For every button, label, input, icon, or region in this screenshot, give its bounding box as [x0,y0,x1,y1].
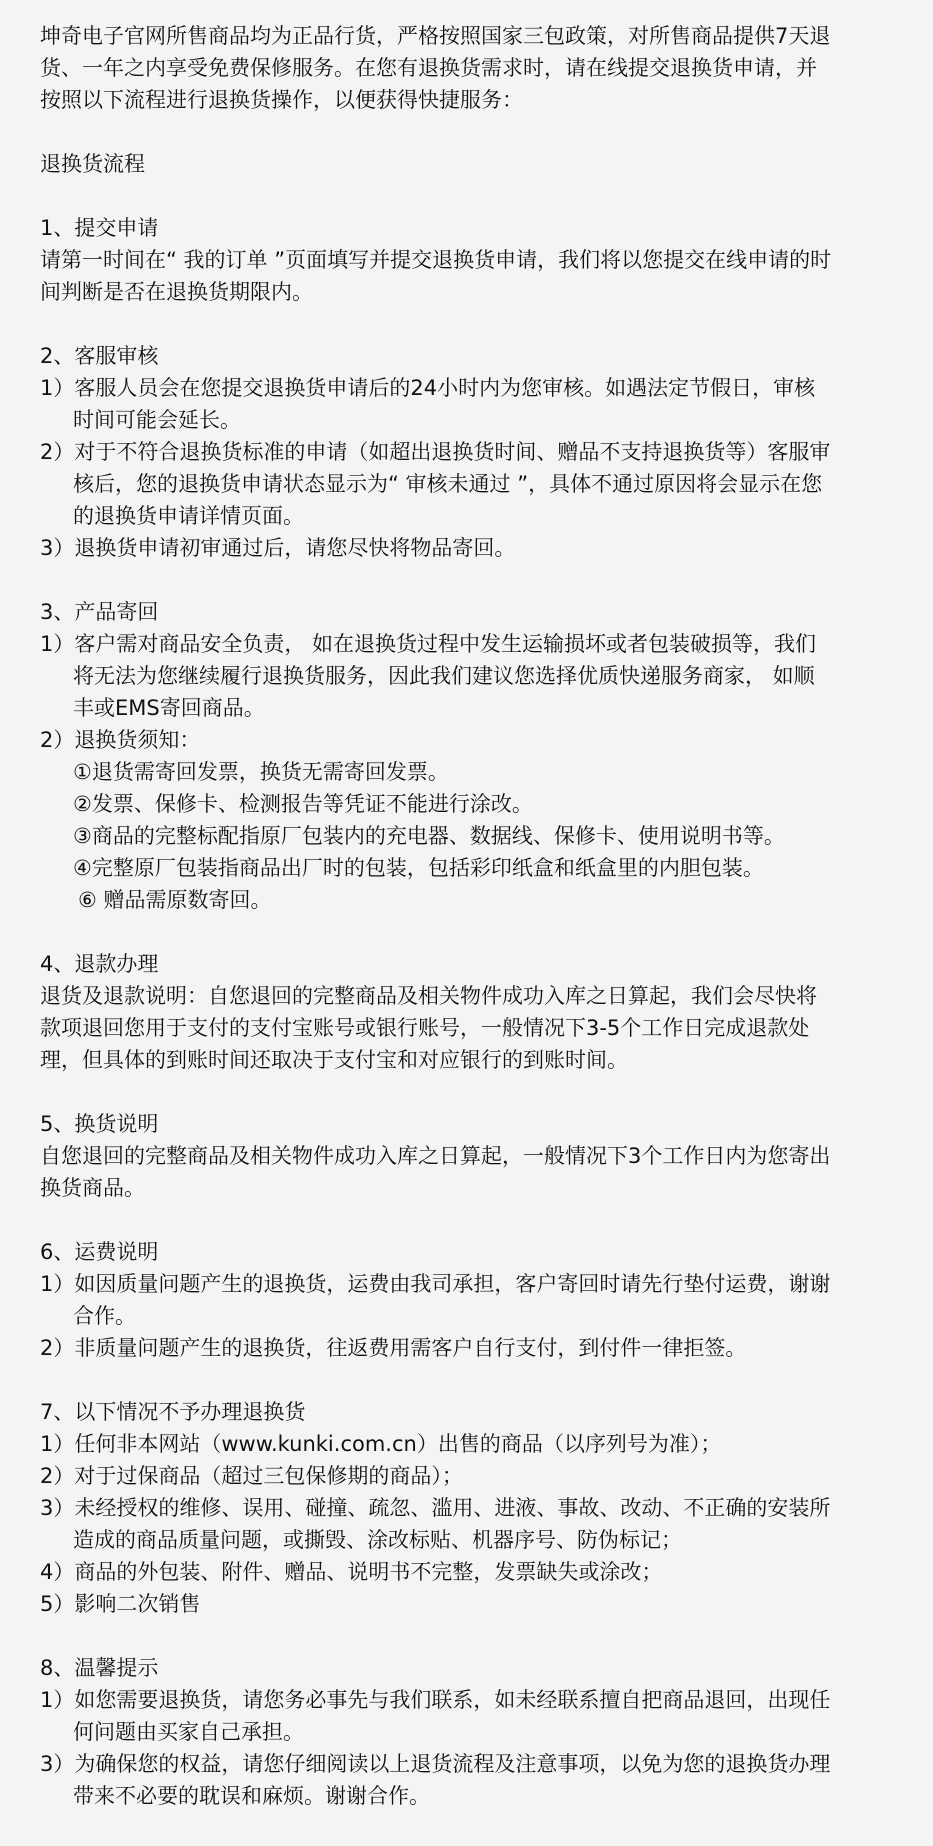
section-heading: 5、换货说明 [40,1112,159,1136]
section-submit-application [40,212,833,308]
list-item: 2）非质量问题产生的退换货，往返费用需客户自行支付，到付件一律拒签。 [40,1336,747,1360]
section-tips [40,1652,833,1812]
note-item: ④完整原厂包装指商品出厂时的包装，包括彩印纸盒和纸盒里的内胆包装。 [73,856,764,880]
section-heading: 4、退款办理 [40,952,159,976]
note-item: ①退货需寄回发票，换货无需寄回发票。 [73,760,449,784]
list-item: 2）对于不符合退换货标准的申请（如超出退换货时间、赠品不支持退换货等）客服审核后，您的退换货申请状态显示为“ 审核未通过 ”，具体不通过原因将会显示在您的退换货申请详情页面。 [40,440,831,528]
note-item: ②发票、保修卡、检测报告等凭证不能进行涂改。 [73,792,533,816]
list-item: 4）商品的外包装、附件、赠品、说明书不完整，发票缺失或涂改； [40,1560,663,1584]
note-item: ③商品的完整标配指原厂包装内的充电器、数据线、保修卡、使用说明书等。 [73,824,785,848]
flow-title: 退换货流程 [40,152,145,176]
section-customer-review [40,340,833,564]
section-heading: 8、温馨提示 [40,1656,159,1680]
section-exclusions [40,1396,833,1620]
list-item: 2）退换货须知： [40,728,201,752]
section-heading: 1、提交申请 [40,216,159,240]
section-heading: 2、客服审核 [40,344,159,368]
list-item: 1）如因质量问题产生的退换货，运费由我司承担，客户寄回时请先行垫付运费，谢谢合作。 [40,1272,831,1328]
section-heading: 7、以下情况不予办理退换货 [40,1400,306,1424]
list-item: 1）任何非本网站（www.kunki.com.cn）出售的商品（以序列号为准）； [40,1432,722,1456]
section-heading: 6、运费说明 [40,1240,159,1264]
section-heading: 3、产品寄回 [40,600,159,624]
list-item: 1）客户需对商品安全负责， 如在退换货过程中发生运输损坏或者包装破损等，我们将无法为您继续履行退换货服务，因此我们建议您选择优质快递服务商家， 如顺丰或EMS寄回商品。 [40,632,817,720]
list-item: 3）为确保您的权益，请您仔细阅读以上退货流程及注意事项，以免为您的退换货办理带来不必要的耽误和麻烦。谢谢合作。 [40,1752,831,1808]
list-item: 1）如您需要退换货，请您务必事先与我们联系，如未经联系擅自把商品退回，出现任何问题由买家自己承担。 [40,1688,831,1744]
list-item: 3）退换货申请初审通过后，请您尽快将物品寄回。 [40,536,516,560]
list-item: 3）未经授权的维修、误用、碰撞、疏忽、滥用、进液、事故、改动、不正确的安装所造成的商品质量问题，或撕毁、涂改标贴、机器序号、防伪标记； [40,1496,831,1552]
list-item: 1）客服人员会在您提交退换货申请后的24小时内为您审核。如遇法定节假日，审核时间可能会延长。 [40,376,816,432]
intro-paragraph: 坤奇电子官网所售商品均为正品行货，严格按照国家三包政策，对所售商品提供7天退货、一年之内享受免费保修服务。在您有退换货需求时，请在线提交退换货申请，并按照以下流程进行退换货操作，以便获得快捷服务： [40,24,831,112]
note-item: ⑥ 赠品需原数寄回。 [78,888,272,912]
section-body: 请第一时间在“ 我的订单 ”页面填写并提交退换货申请，我们将以您提交在线申请的时间判断是否在退换货期限内。 [40,248,832,304]
list-item: 5）影响二次销售 [40,1592,201,1616]
section-shipping-fee [40,1236,833,1364]
section-body: 退货及退款说明：自您退回的完整商品及相关物件成功入库之日算起，我们会尽快将款项退回您用于支付的支付宝账号或银行账号，一般情况下3-5个工作日完成退款处理，但具体的到账时间还取决于支付宝和对应银行的到账时间。 [40,984,817,1072]
section-refund [40,948,833,1076]
section-body: 自您退回的完整商品及相关物件成功入库之日算起，一般情况下3个工作日内为您寄出换货商品。 [40,1144,831,1200]
section-exchange [40,1108,833,1204]
section-product-return [40,596,833,916]
list-item: 2）对于过保商品（超过三包保修期的商品）； [40,1464,463,1488]
